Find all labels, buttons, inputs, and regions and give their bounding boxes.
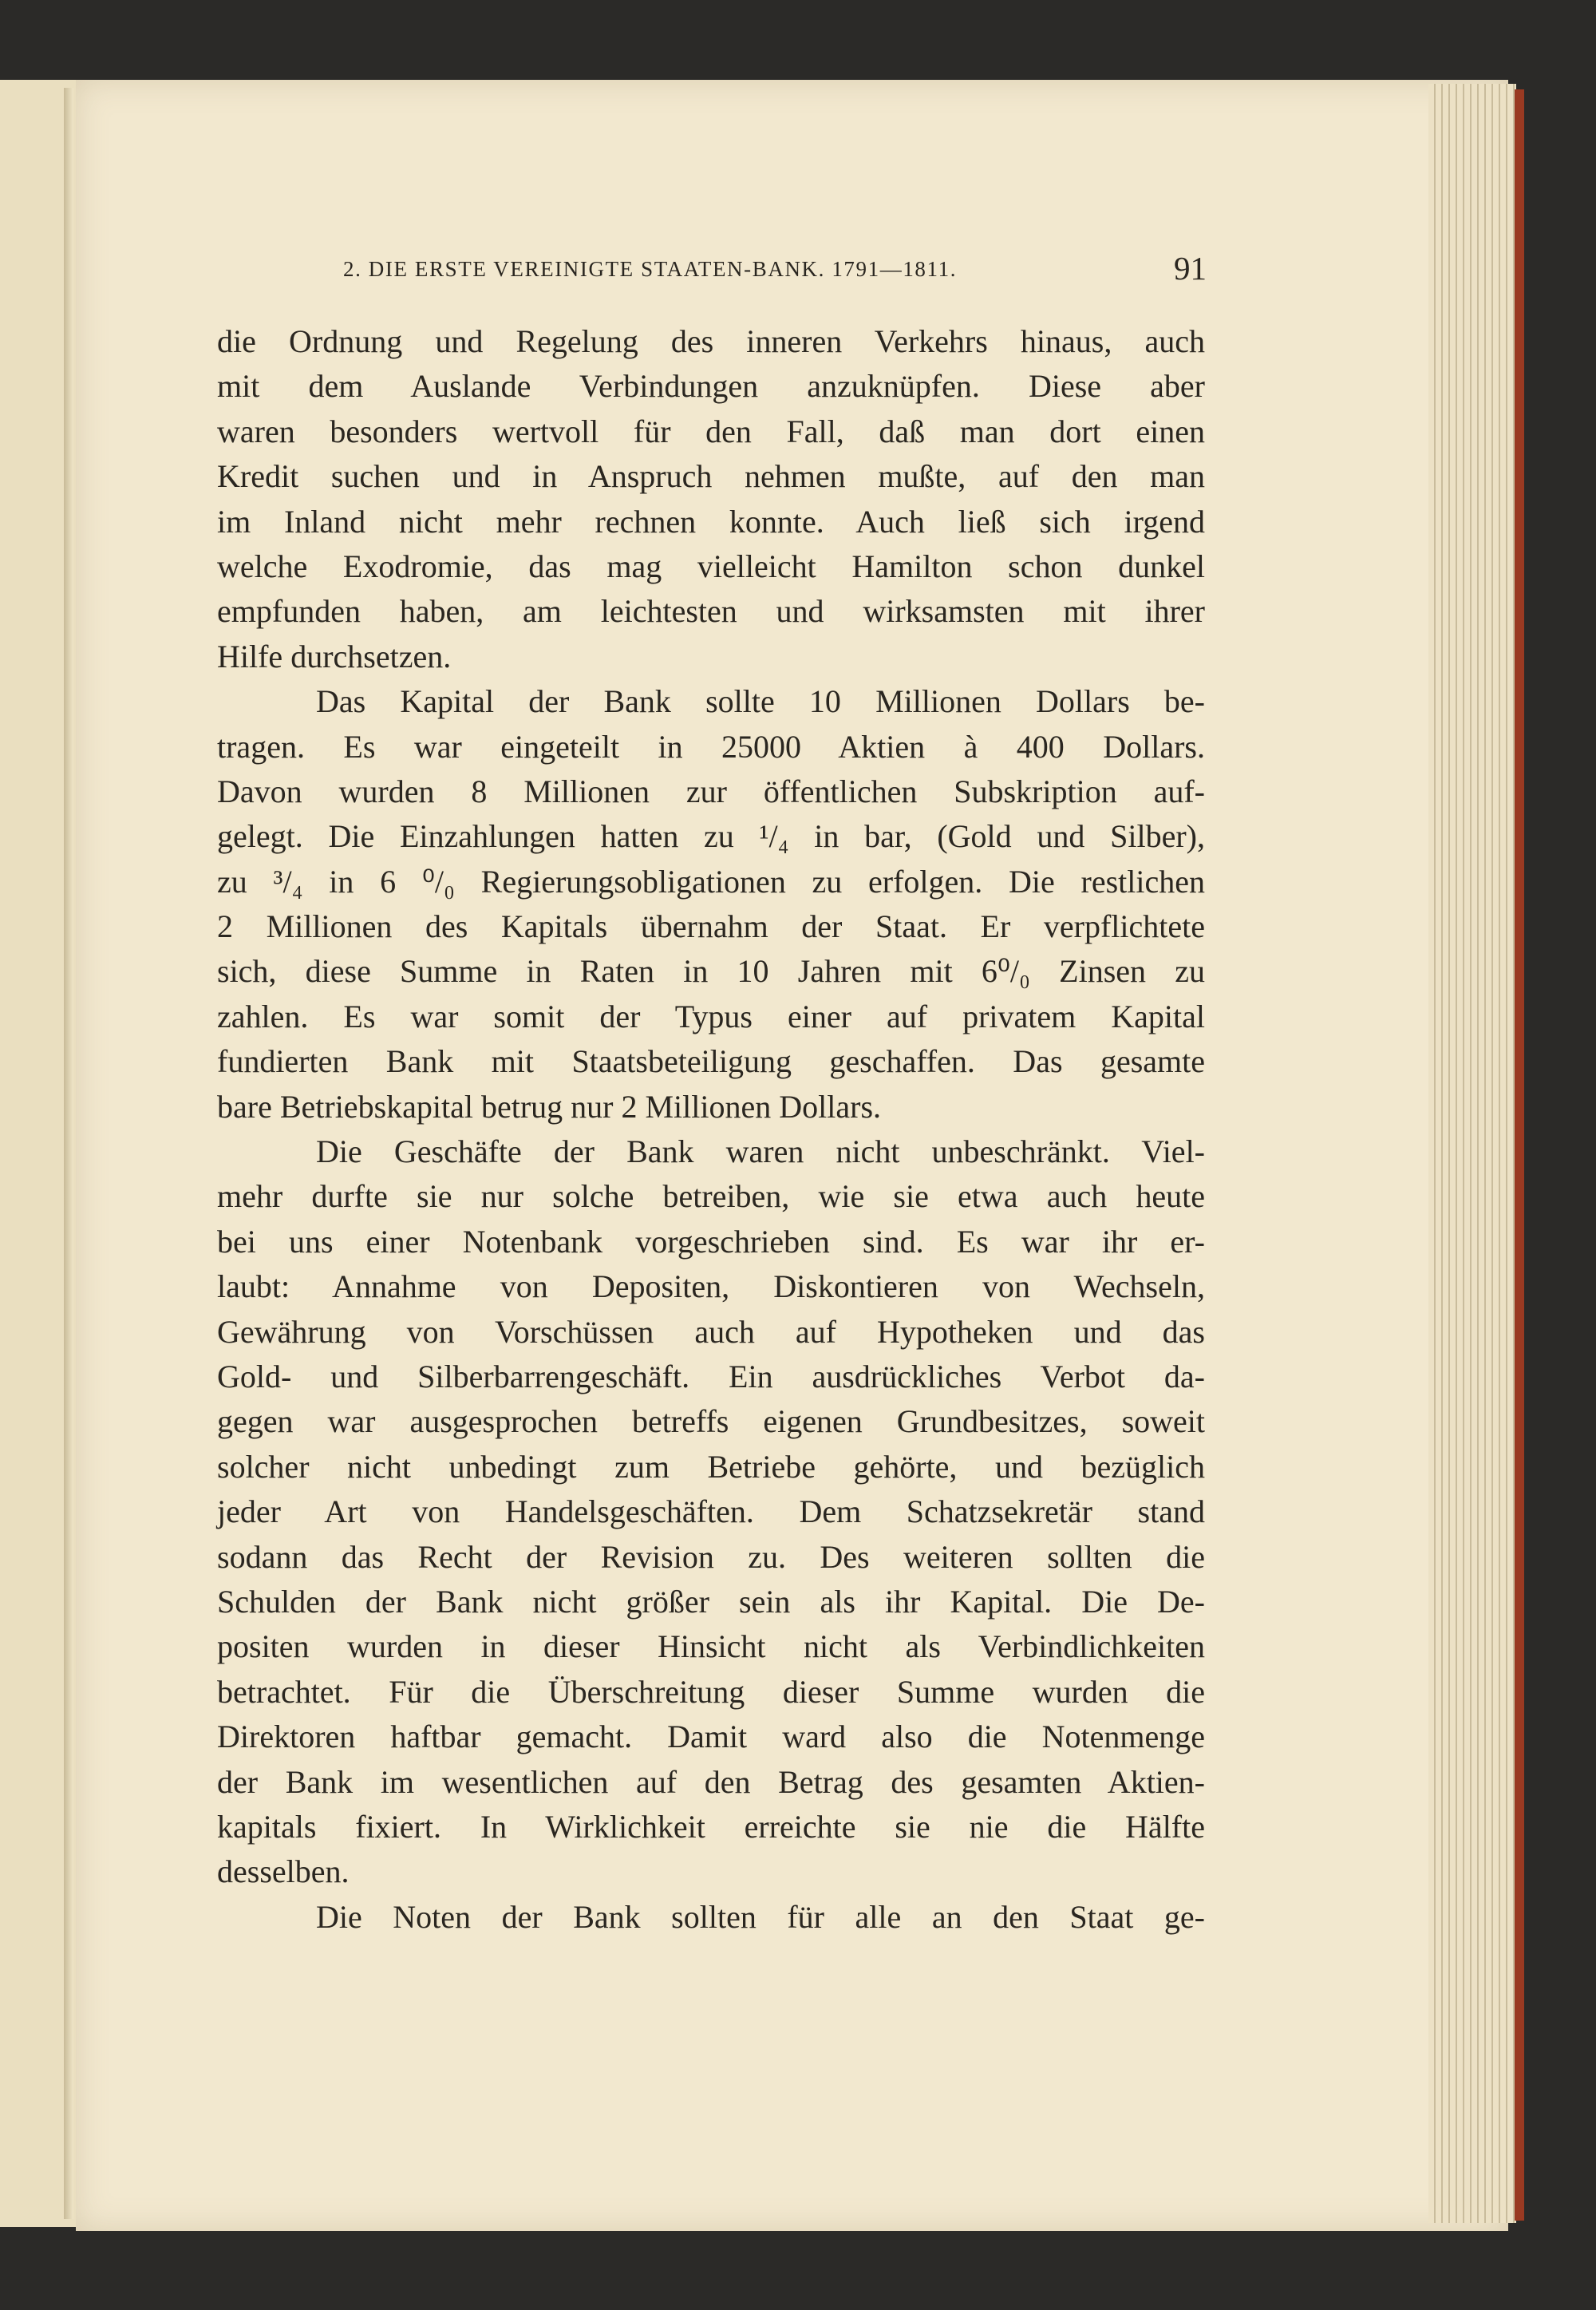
text-line: Schulden der Bank nicht größer sein als ihr Kapital. Die De-	[217, 1583, 1205, 1620]
text-line: tragen. Es war eingeteilt in 25000 Aktien à 400 Dollars.	[217, 728, 1205, 765]
body-text	[217, 319, 1205, 1940]
text-line: Gold- und Silberbarrengeschäft. Ein ausdrückliches Verbot da-	[217, 1358, 1205, 1394]
text-line: Direktoren haftbar gemacht. Damit ward also die Notenmenge	[217, 1719, 1205, 1755]
text-line: gegen war ausgesprochen betreffs eigenen Grundbesitzes, soweit	[217, 1403, 1205, 1440]
text-line: zu ³/₄ in 6 ⁰/₀ Regierungsobligationen zu erfolgen. Die restlichen	[217, 863, 1205, 900]
book-edge-red	[1515, 89, 1524, 2221]
text-line: der Bank im wesentlichen auf den Betrag des gesamten Aktien-	[217, 1763, 1205, 1800]
text-line: Gewährung von Vorschüssen auch auf Hypotheken und das	[217, 1313, 1205, 1350]
text-line: kapitals fixiert. In Wirklichkeit erreichte sie nie die Hälfte	[217, 1808, 1205, 1845]
text-line: welche Exodromie, das mag vielleicht Hamilton schon dunkel	[217, 548, 1205, 584]
text-line: Kredit suchen und in Anspruch nehmen mußte, auf den man	[217, 458, 1205, 495]
text-line: sodann das Recht der Revision zu. Des weiteren sollten die	[217, 1538, 1205, 1575]
text-line: empfunden haben, am leichtesten und wirksamsten mit ihrer	[217, 593, 1205, 630]
text-line: jeder Art von Handelsgeschäften. Dem Schatzsekretär stand	[217, 1493, 1205, 1530]
text-line: desselben.	[217, 1853, 350, 1890]
page-header	[343, 250, 1207, 287]
book-gutter	[64, 88, 73, 2219]
text-line: solcher nicht unbedingt zum Betriebe gehörte, und bezüglich	[217, 1448, 1205, 1485]
text-line: im Inland nicht mehr rechnen konnte. Auch ließ sich irgend	[217, 503, 1205, 540]
text-line: betrachtet. Für die Überschreitung dieser Summe wurden die	[217, 1673, 1205, 1710]
text-line: bei uns einer Notenbank vorgeschrieben sind. Es war ihr er-	[217, 1223, 1205, 1260]
text-line: gelegt. Die Einzahlungen hatten zu ¹/₄ in bar, (Gold und Silber),	[217, 818, 1205, 855]
text-line: Davon wurden 8 Millionen zur öffentlichen Subskription auf-	[217, 773, 1205, 809]
page-stack-edges	[1428, 84, 1516, 2223]
text-line: die Ordnung und Regelung des inneren Verkehrs hinaus, auch	[217, 323, 1205, 359]
text-line: zahlen. Es war somit der Typus einer auf privatem Kapital	[217, 998, 1205, 1034]
text-line: mehr durfte sie nur solche betreiben, wie sie etwa auch heute	[217, 1178, 1205, 1215]
text-line: Das Kapital der Bank sollte 10 Millionen Dollars be-	[316, 683, 1205, 720]
text-line: Hilfe durchsetzen.	[217, 638, 452, 674]
text-line: Die Geschäfte der Bank waren nicht unbeschränkt. Viel-	[316, 1133, 1205, 1170]
text-line: Die Noten der Bank sollten für alle an den Staat ge-	[316, 1898, 1205, 1935]
page-number: 91	[1174, 250, 1207, 287]
text-line: laubt: Annahme von Depositen, Diskontieren von Wechseln,	[217, 1268, 1205, 1305]
text-line: sich, diese Summe in Raten in 10 Jahren mit 6⁰/₀ Zinsen zu	[217, 953, 1205, 990]
text-line: bare Betriebskapital betrug nur 2 Millionen Dollars.	[217, 1088, 882, 1125]
text-line: fundierten Bank mit Staatsbeteiligung geschaffen. Das gesamte	[217, 1043, 1205, 1080]
running-head: 2. DIE ERSTE VEREINIGTE STAATEN-BANK. 1791—1811.	[343, 257, 958, 281]
text-line: mit dem Auslande Verbindungen anzuknüpfen. Diese aber	[217, 368, 1205, 405]
text-line: positen wurden in dieser Hinsicht nicht als Verbindlichkeiten	[217, 1628, 1205, 1665]
text-line: 2 Millionen des Kapitals übernahm der Staat. Er verpflichtete	[217, 908, 1205, 945]
text-line: waren besonders wertvoll für den Fall, daß man dort einen	[217, 413, 1205, 449]
